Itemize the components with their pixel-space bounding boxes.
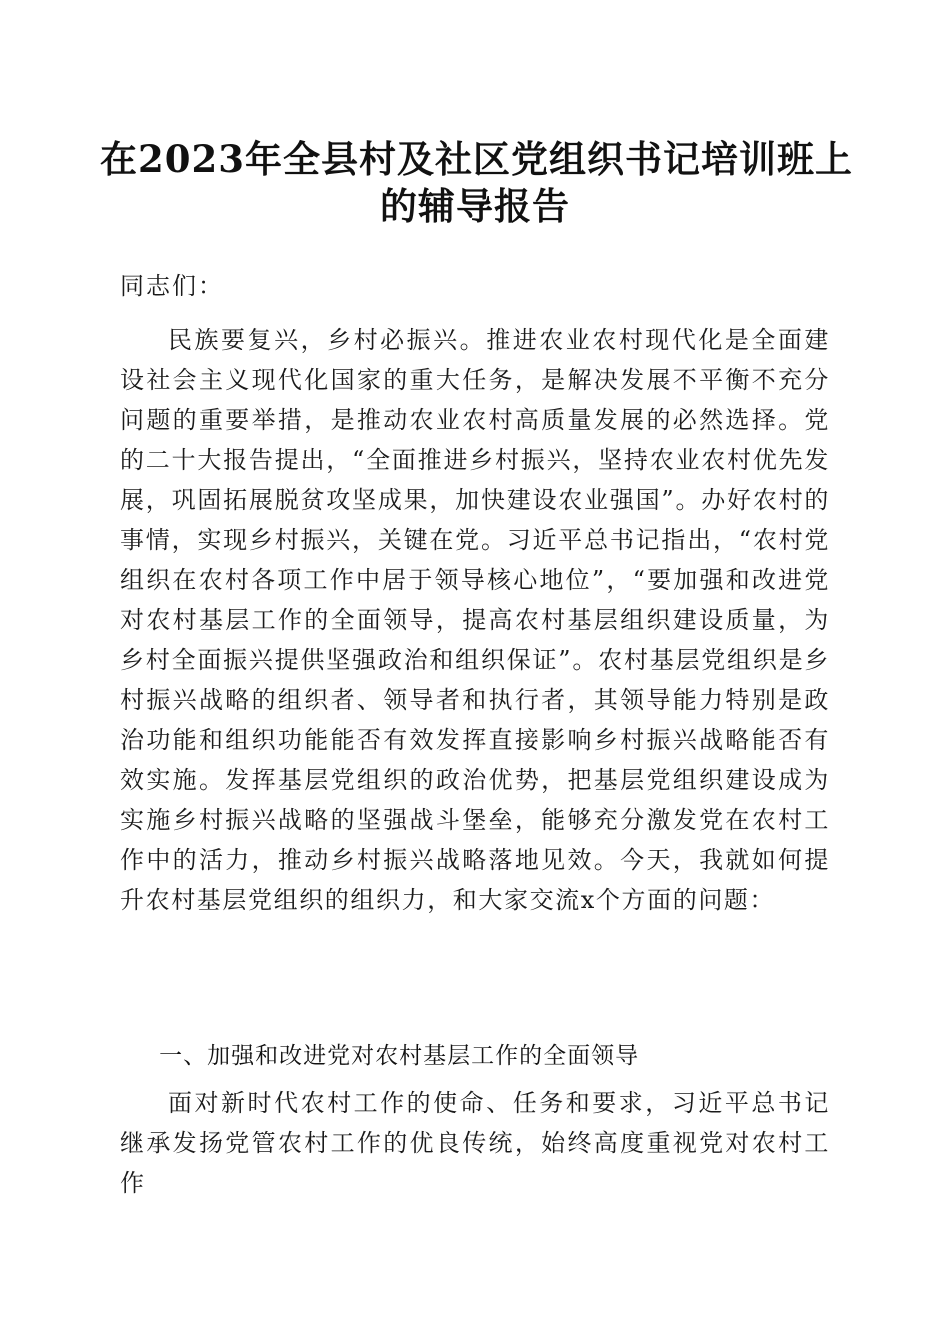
intro-paragraph: 民族要复兴，乡村必振兴。推进农业农村现代化是全面建设社会主义现代化国家的重大任务，是解决发展不平衡不充分问题的重要举措，是推动农业农村高质量发展的必然选择。党的二十大报告提出，“全面推进乡村振兴，坚持农业农村优先发展，巩固拓展脱贫攻坚成果，加快建设农业强国”。办好农村的事情，实现乡村振兴，关键在党。习近平总书记指出，“农村党组织在农村各项工作中居于领导核心地位”，“要加强和改进党对农村基层工作的全面领导，提高农村基层组织建设质量，为乡村全面振兴提供坚强政治和组织保证”。农村基层党组织是乡村振兴战略的组织者、领导者和执行者，其领导能力特别是政治功能和组织功能能否有效发挥直接影响乡村振兴战略能否有效实施。发挥基层党组织的政治优势，把基层党组织建设成为实施乡村振兴战略的坚强战斗堡垒，能够充分激发党在农村工作中的活力，推动乡村振兴战略落地见效。今天，我就如何提升农村基层党组织的组织力，和大家交流x个方面的问题： xyxy=(120,326,830,914)
section-1-paragraph: 面对新时代农村工作的使命、任务和要求，习近平总书记继承发扬党管农村工作的优良传统，始终高度重视党对农村工作 xyxy=(120,1089,830,1197)
document-title xyxy=(100,136,853,230)
title-line-2: 的辅导报告 xyxy=(380,184,570,228)
salutation: 同志们： xyxy=(120,272,224,300)
section-heading-1: 一、加强和改进党对农村基层工作的全面领导 xyxy=(159,1043,640,1069)
title-line-1: 在2023年全县村及社区党组织书记培训班上 xyxy=(100,137,853,181)
